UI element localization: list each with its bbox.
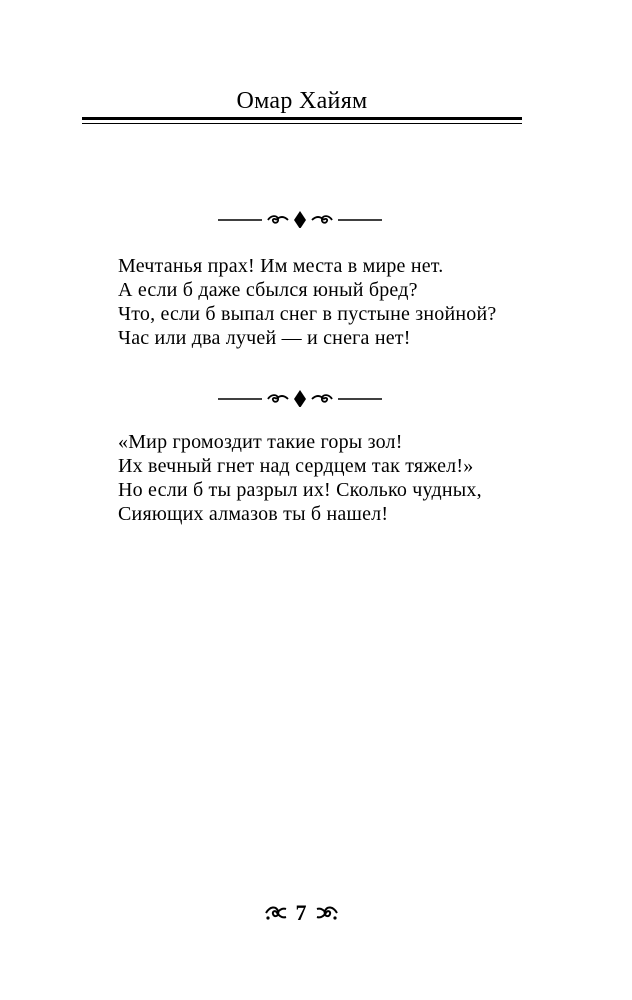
- page-folio: [256, 899, 346, 927]
- running-title: Омар Хайям: [236, 88, 368, 114]
- header-rule-thick: [82, 117, 522, 120]
- verse-line: Сияющих алмазов ты б нашел!: [118, 503, 389, 525]
- floral-ornament-left-icon: [264, 904, 292, 921]
- fleuron-divider-icon: [210, 387, 390, 407]
- page-number: 7: [295, 900, 307, 925]
- poem-stanza-2: [118, 430, 538, 526]
- verse-line: Что, если б выпал снег в пустыне знойной?: [118, 303, 497, 325]
- verse-line: А если б даже сбылся юный бред?: [118, 279, 418, 301]
- verse-line: Мечтанья прах! Им места в мире нет.: [118, 255, 444, 277]
- verse-line: Но если б ты разрыл их! Сколько чудных,: [118, 479, 482, 501]
- verse-line: «Мир громоздит такие горы зол!: [118, 431, 403, 453]
- verse-line: Их вечный гнет над сердцем так тяжел!»: [118, 455, 474, 477]
- verse-line: Час или два лучей — и снега нет!: [118, 327, 411, 349]
- poem-stanza-1: [118, 254, 538, 350]
- header-rule-thin: [82, 123, 522, 124]
- fleuron-divider-icon: [210, 208, 390, 228]
- floral-ornament-right-icon: [315, 904, 339, 921]
